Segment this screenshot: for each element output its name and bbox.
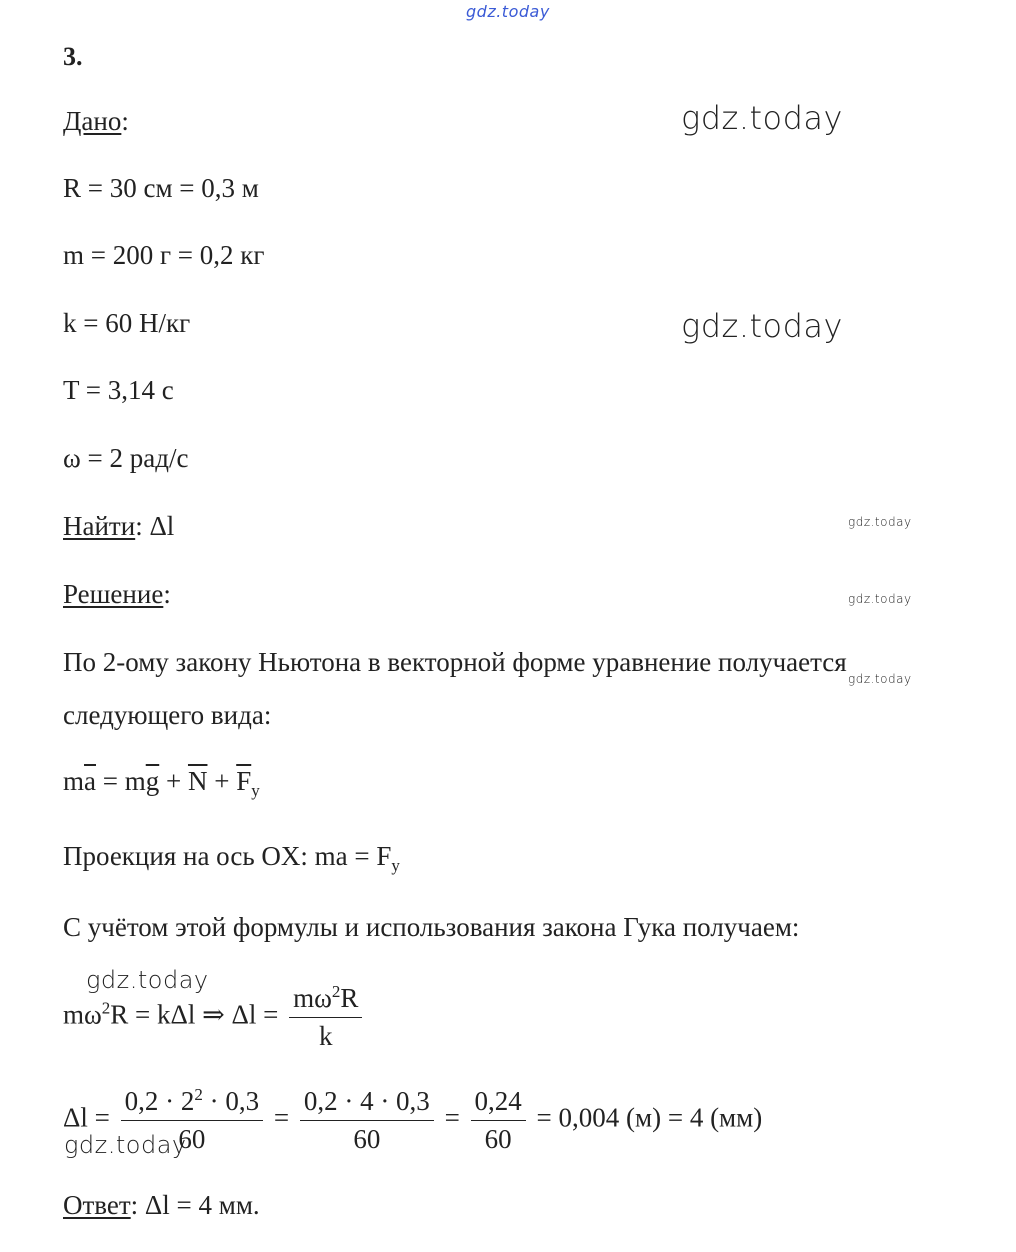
solution-label: Решение bbox=[63, 579, 164, 609]
find-line bbox=[63, 511, 174, 542]
solution-text: С учётом этой формулы и использования закона Гука получаем: bbox=[63, 912, 800, 942]
solution-text: По 2-ому закону Ньютона в векторной форме уравнение получается bbox=[63, 647, 847, 677]
given-heading: Дано: bbox=[63, 106, 129, 136]
hooke-equation: $m\omega^2R = k\Delta l$ ⇒ Δl = $\frac{m\omega^2R}{k}$ bbox=[63, 982, 366, 1052]
given-label: Дано bbox=[63, 106, 122, 136]
watermark: gdz.today bbox=[681, 307, 843, 345]
fraction: $\frac{0,2 \cdot 2^2 \cdot 0,3}{60}$ bbox=[121, 1085, 264, 1155]
answer-line bbox=[63, 1190, 260, 1221]
given-line: T = 3,14 с bbox=[63, 375, 174, 405]
projection-line: Проекция на ось OX: ma = $F_y$ bbox=[63, 841, 400, 875]
watermark-top: gdz.today bbox=[466, 2, 550, 21]
projection-text: Проекция на ось OX: ma = F bbox=[63, 841, 392, 871]
watermark: gdz.today bbox=[64, 1131, 187, 1159]
watermark: gdz.today bbox=[681, 99, 843, 137]
fraction: $\frac{0,24}{60}$ bbox=[471, 1086, 526, 1155]
watermark: gdz.today bbox=[848, 592, 912, 606]
vector-equation: $m\overline{a} = m\overline{g} + \overline{N} + \overline{F}_y$ bbox=[63, 766, 260, 800]
given-line: R = 30 см = 0,3 м bbox=[63, 173, 259, 203]
solution-heading: Решение: bbox=[63, 579, 171, 609]
given-line: k = 60 Н/кг bbox=[63, 308, 191, 338]
calculation-result: = 0,004 (м) = 4 (мм) bbox=[536, 1102, 763, 1133]
find-label: Найти bbox=[63, 511, 136, 541]
solution-text: следующего вида: bbox=[63, 700, 272, 730]
fraction: $\frac{0,2 \cdot 4 \cdot 0,3}{60}$ bbox=[300, 1086, 434, 1155]
fraction: $\frac{m\omega^2R}{k}$ bbox=[289, 982, 362, 1052]
problem-number: 3. bbox=[63, 42, 83, 71]
watermark: gdz.today bbox=[848, 672, 912, 686]
calculation: Δl = $\frac{0,2 \cdot 2^2 \cdot 0,3}{60}$ = $\frac{0,2 \cdot 4 \cdot 0,3}{60}$ = $\frac{0,24}{60}$ = 0,004 (м) = 4 (мм) bbox=[63, 1085, 763, 1155]
watermark: gdz.today bbox=[848, 515, 912, 529]
answer-value: : Δl = 4 мм. bbox=[130, 1190, 260, 1220]
given-line: ω = 2 рад/с bbox=[63, 443, 189, 473]
watermark: gdz.today bbox=[86, 966, 209, 994]
given-line: m = 200 г = 0,2 кг bbox=[63, 240, 265, 270]
answer-label: Ответ bbox=[63, 1190, 131, 1220]
find-value: : Δl bbox=[135, 511, 175, 541]
